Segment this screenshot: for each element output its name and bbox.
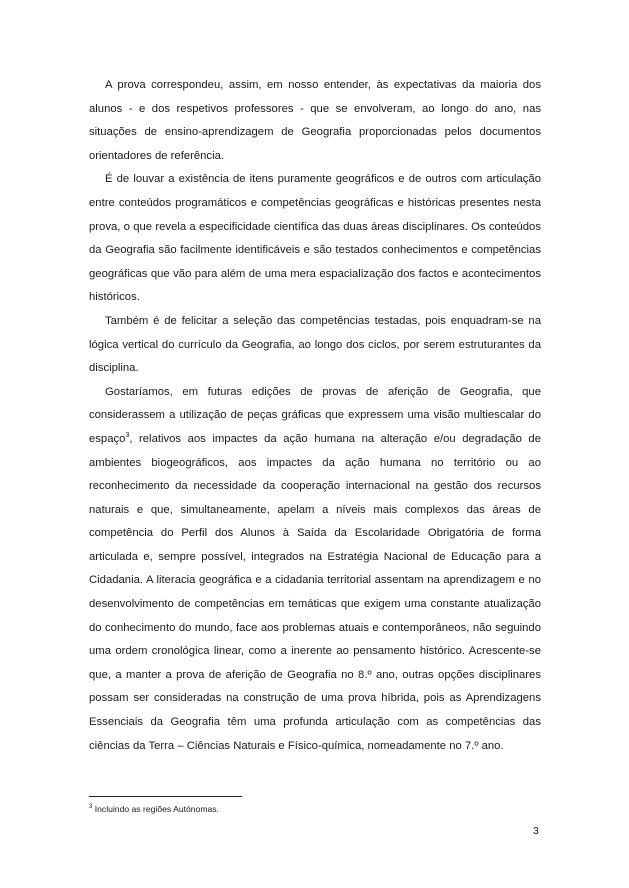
body-text (89, 74, 541, 758)
footnote-divider (89, 796, 242, 797)
page-number: 3 (533, 825, 539, 837)
footnote-text: Incluindo as regiões Autónomas. (92, 804, 219, 814)
paragraph-4-start: Gostaríamos, em futuras edições de provas de aferição de Geografia, que considerassem a utilização de peças gráficas que expressem uma visão multiescalar do espaço (89, 385, 541, 445)
paragraph-4 (89, 381, 541, 759)
paragraph-4-end: , relativos aos impactes da ação humana na alteração e/ou degradação de ambientes biogeográficos, aos impactes da ação humana no território ou ao reconhecimento da necessidade da cooperação internacional na gestão dos recursos naturais e que, simultaneamente, apelam a níveis mais complexos das áreas de competência do Perfil dos Alunos à Saída da Escolaridade Obrigatória de forma articulada e, sempre possível, integrados na Estratégia Nacional de Educação para a Cidadania. A literacia geográfica e a cidadania territorial assentam na aprendizagem e no desenvolvimento de competências em temáticas que exigem uma constante atualização do conhecimento do mundo, face aos problemas atuais e contemporâneos, não seguindo uma ordem cronológica linear, como a inerente ao pensamento histórico. Acrescente-se que, a manter a prova de aferição de Geografia no 8.º ano, outras opções disciplinares possam ser consideradas na construção de uma prova híbrida, pois as Aprendizagens Essenciais da Geografia têm uma profunda articulação com as competências das ciências da Terra – Ciências Naturais e Físico-química, nomeadamente no 7.º ano. (89, 432, 541, 752)
paragraph-1: A prova correspondeu, assim, em nosso entender, às expectativas da maioria dos alunos - e dos respetivos professores - que se envolveram, ao longo do ano, nas situações de ensino-aprendizagem de Geografia proporcionadas pelos documentos orientadores de referência. (89, 79, 541, 162)
footnote (89, 803, 219, 815)
paragraph-3: Também é de felicitar a seleção das competências testadas, pois enquadram-se na lógica vertical do currículo da Geografia, ao longo dos ciclos, por serem estruturantes da disciplina. (89, 314, 541, 375)
paragraph-2: É de louvar a existência de itens puramente geográficos e de outros com articulação entre conteúdos programáticos e competências geográficas e históricas presentes nesta prova, o que revela a especificidade científica das duas áreas disciplinares. Os conteúdos da Geografia são facilmente identificáveis e são testados conhecimentos e competências geográficas que vão para além de uma mera espacialização dos factos e acontecimentos históricos. (89, 173, 541, 304)
footnote-mark: 3 (89, 804, 93, 811)
footnote-reference[interactable]: 3 (125, 432, 130, 440)
